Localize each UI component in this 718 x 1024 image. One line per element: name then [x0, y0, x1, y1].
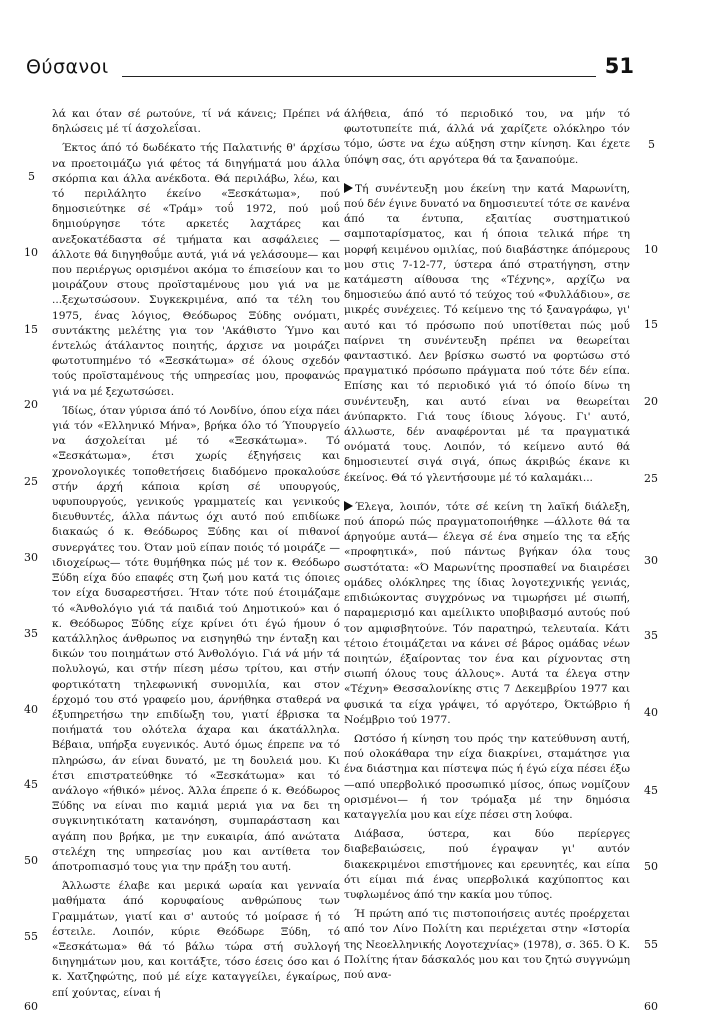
paragraph-text: Τή συνέντευξη μου έκείνη την κατά Μαρωνίτη, πού δέν έγινε δυνατό να δημοσιευτεί τότε σε κανένα άπό τα έντυπα, εξαιτίας συστηματικού σαμποταρίσματος, και ή όποια τελικά πήρε τη μορφή κειμένου ομιλίας, πού διαβάστηκε άπόμερους μου στις 7-12-77, ύστερα άπό στρατήγηση, στην κατάμεστη αίθουσα της «Τέχνης», αρχίζω να δημοσιεύω άπό αυτό τό τεύχος τού «Φυλλάδιου», σε μικρές συνέχειες. Τό κείμενο της τό ξαναγράφω, γι' αυτό και τό πρόσωπο πού υποτίθεται πώς μοΰ παίρνει τη συνέντευξη πρέπει να θεωρείται φανταστικό. Δεν βρίσκω σωστό να φορτώσω στό πραγματικό πρόσωπο πράγματα πού τότε δέν είπα. Επίσης και τό περιοδικό γιά τό όποίο δίνω τη συνέντευξη, και αυτό είναι να θεωρείται άνύπαρκτο. Γιά τους ίδιους λόγους. Γι' αυτό, άλλωστε, δέν αναφέρονται μέ τα πραγματικά ονόματά τους. Λοιπόν, τό κείμενο αυτό θά δημοσιευτεί σιγά σιγά, όπως άκριβώς έκανε κι έκείνος. Θά τό γλεντήσουμε μέ τό καλαμάκι... [344, 182, 630, 484]
line-number: 15 [24, 323, 38, 336]
paragraph: Ή πρώτη από τις πιστοποιήσεις αυτές προέρχεται από τον Λίνο Πολίτη και περιέχεται στην «Ιστορία της Νεοελληνικής Λογοτεχνίας» (1978), σ. 365. Ό Κ. Πολίτης ήταν δάσκαλός μου και του ζητώ συγγνώμη πού ανα- [344, 908, 630, 981]
paragraph: Άλλωστε έλαβε και μερικά ωραία και γενναία μαθήματα άπό κορυφαίους ανθρώπους των Γραμμάτων, γιατί και σ' αυτούς τό μοίρασε ή τό έστειλε. Λοιπόν, κύριε Θεόδωρε Ξύδη, τό «Ξεσκάτωμα» θά τό βάλω τώρα στή συλλογή διηγημάτων μου, και κοιτάξτε, τόσο έσεις όσο και ό κ. Χατζηφώτης, πού μέ είχε καταγγείλει, έγκαίρως, επί χούντας, είναι ή [52, 880, 340, 999]
line-number: 60 [24, 1000, 38, 1013]
line-number: 20 [644, 395, 658, 408]
triangle-marker-icon [344, 501, 353, 511]
line-number: 30 [24, 551, 38, 564]
line-number: 45 [644, 784, 658, 797]
right-text-column [344, 107, 630, 987]
paragraph-marked [344, 182, 630, 486]
line-number: 55 [24, 930, 38, 943]
triangle-marker-icon [344, 183, 353, 193]
line-number: 50 [644, 860, 658, 873]
running-title: Θύσανοι [26, 56, 109, 78]
line-number: 15 [644, 318, 658, 331]
paragraph: Ίδίως, όταν γύρισα άπό τό Λονδίνο, όπου είχα πάει γιά τόν «Ελληνικό Μήνα», βρήκα όλο τό Ύπουργείο να άσχολείται μέ τό «Ξεσκάτωμα». Τό «Ξεσκάτωμα», έτσι χωρίς έξηγήσεις και χρονολογικές τοποθετήσεις διαδόμενο προκαλούσε στήν άρχή κάποια κρίση σέ υπουργούς, υφυπουργούς, γενικούς γραμματείς και γενικούς διευθυντές, άλλα πάντως όχι αυτό πού επιδίωκε διακαώς ό κ. Θεόδωρος Ξύδης και οί πιθανοί συνεργάτες του. Όταν μοϋ είπαν ποιός τό μοιράζε —ιδιοχείρως— τότε θυμήθηκα πώς μέ τον κ. Θεόδωρο Ξύδη είχα δύο επαφές στη ζωή μου κατά τις όποιες τον είχα δυσαρεστήσει. Ήταν τότε πού έτοιμάζαμε τό «Άνθολόγιο γιά τά παιδιά τού Δημοτικού» και ό κ. Θεόδωρος Ξύδης είχε κρίνει ότι έγώ ήμουν ό κατάλληλος άνθρωπος να εισηγηθώ την ένταξη και δικών του ποιημάτων στό Άνθολόγιο. Γιά νά μήν τά πολυλογώ, και στήν πίεση μέσω τρίτου, και στήν φορτικότατη τηλεφωνική συνομιλία, και στον έρχομό του στό γραφείο μου, άρνήθηκα σταθερά να έξυπηρετήσω την επιδίωξη του, γιατί έβρισκα τα ποιήματά του ολότελα άχαρα και άκατάλληλα. Βέβαια, υπήρξα ευγενικός. Αυτό όμως έπρεπε να τό πληρώσω, άν είναι δυνατό, με τη δουλειά μου. Κι έτσι επιστρατεύθηκε τό «Ξεσκάτωμα» και τό ανάλογο «ήθικό» μένος. Άλλα έπρεπε ό κ. Θεόδωρος Ξύδης να είναι πιο καμιά μεριά για να δει τη συγκινητικότατη κατανόηση, συμπαράσταση και αγάπη που βρήκα, με την ευκαιρία, άπό ανώτατα στελέχη της υπηρεσίας μου και αντίθετα τον άποτροπιασμό τους για την πράξη του αυτή. [52, 404, 340, 873]
paragraph: Ωστόσο ή κίνηση του πρός την κατεύθυνση αυτή, πού ολοκάθαρα την είχα διακρίνει, σταμάτησε για ένα διάστημα και πίστεψα πώς ή έγώ είχα πέσει έξω —από υπερβολικό προσωπικό μίσος, όπως νομίζουν ορισμένοι— ή τον τρόμαξα μέ την δημόσια καταγγελία μου και είχε πέσει στη λούφα. [344, 732, 630, 821]
line-number: 30 [644, 554, 658, 567]
line-number: 25 [644, 472, 658, 485]
line-number: 5 [648, 138, 655, 151]
line-number: 35 [24, 627, 38, 640]
paragraph-marked [344, 500, 630, 728]
line-number: 55 [644, 938, 658, 951]
line-number: 45 [24, 778, 38, 791]
header-rule [122, 76, 596, 77]
line-number: 35 [644, 629, 658, 642]
page-number: 51 [604, 54, 634, 78]
line-number: 50 [24, 854, 38, 867]
paragraph: άλήθεια, άπό τό περιοδικό του, να μήν τό φωτοτυπείτε πιά, άλλά νά χαρίζετε ολόκληρο τόν τόμο, ώστε να έχω αύξηση στην κίνηση. Και έχετε ύπόψη σας, ότι αργότερα θά τα ξαναπούμε. [344, 108, 630, 166]
paragraph-text: Έλεγα, λοιπόν, τότε σέ κείνη τη λαϊκή διάλεξη, πού άπορώ πώς πραγματοποιήθηκε —άλλοτε θά τα άρηγούμε αυτά— έλεγα σέ ένα σημείο της τα εξής «προφητικά», πού πάντως βγήκαν όλα τους σωστότατα: «Ό Μαρωνίτης προσπαθεί να διαιρέσει ομάδες ολόκληρες της ίδιας λογοτεχνικής γενιάς, επιδιώκοντας συγχρόνως να τιμωρήσει μέ σιωπή, παραμερισμό και αμείλικτο υποβιβασμό αυτούς πού τον αμφισβητούνε. Τόν παρατηρώ, τελευταία. Κάτι τέτοιο έτοιμάζεται να κάνει σέ βάρος ομάδας νέων ποιητών, έξαίροντας τον ένα και ρίχνοντας στη σιωπή όλους τους άλλους». Αυτά τα έλεγα στην «Τέχνη» Θεσσαλονίκης στις 7 Δεκεμβρίου 1977 και φυσικά τα είχα γράψει, τό αργότερο, Όκτώβριο ή Νοέμβριο τού 1977. [344, 500, 630, 726]
paragraph: Έκτος άπό τό δωδέκατο τής Παλατινής θ' άρχίσω να προετοιμάζω γιά φέτος τά διηγήματά μου άλλα σκόρπια και άλλα ανέκδοτα. Θά περιλάβω, λέω, και τό περιλάλητο έκείνο «Ξεσκάτωμα», πού δημοσιεύτηκε σέ «Τράμ» τοΰ 1972, πού μοΰ δημιούργησε τότε αρκετές λαχτάρες και ανεξοκατέδαστα σέ τμήματα και ασφάλειες —άλλοτε θά διηγηθοΰμε αυτά, γιά νά γελάσουμε— και που περιέργως ορισμένοι ακόμα το έπισείουν και το μοιράζουν στους προϊσταμένους μου γιά να με ...ξεχωτσώσουν. Συγκεκριμένα, από τα τέλη του 1975, ένας λόγιος, Θεόδωρος Ξύδης ονόματι, συντάκτης μελέτης για τον 'Ακάθιστο Ύμνο και έντελώς άτάλαντος ποιητής, άρχισε να μοιράζει φωτοτυπημένο τό «Ξεσκάτωμα» σέ όλους σχεδόν τούς προϊσταμένους τής υπηρεσίας μου, προφανώς γιά να μέ ξεχωτσώσει. [52, 142, 340, 398]
paragraph: λά και όταν σέ ρωτούνε, τί νά κάνεις; Πρέπει νά δηλώσεις μέ τί άσχολεΐσαι. [52, 108, 340, 136]
page-header [26, 54, 634, 90]
line-number: 60 [644, 1000, 658, 1013]
line-number: 25 [24, 475, 38, 488]
paragraph: Διάβασα, ύστερα, και δύο περίεργες διαβεβαιώσεις, πού έγραψαν γι' αυτόν διακεκριμένοι επιστήμονες και ερευνητές, και είπα ότι είμαι πιά ένας υπερβολικά καχύποπτος και τυφλωμένος άπό την κακία μου τύπος. [344, 828, 630, 901]
line-number: 40 [24, 703, 38, 716]
line-number: 10 [24, 246, 38, 259]
line-number: 40 [644, 706, 658, 719]
left-text-column [52, 107, 340, 1005]
line-number: 10 [644, 243, 658, 256]
line-number: 5 [28, 170, 35, 183]
line-number: 20 [24, 398, 38, 411]
